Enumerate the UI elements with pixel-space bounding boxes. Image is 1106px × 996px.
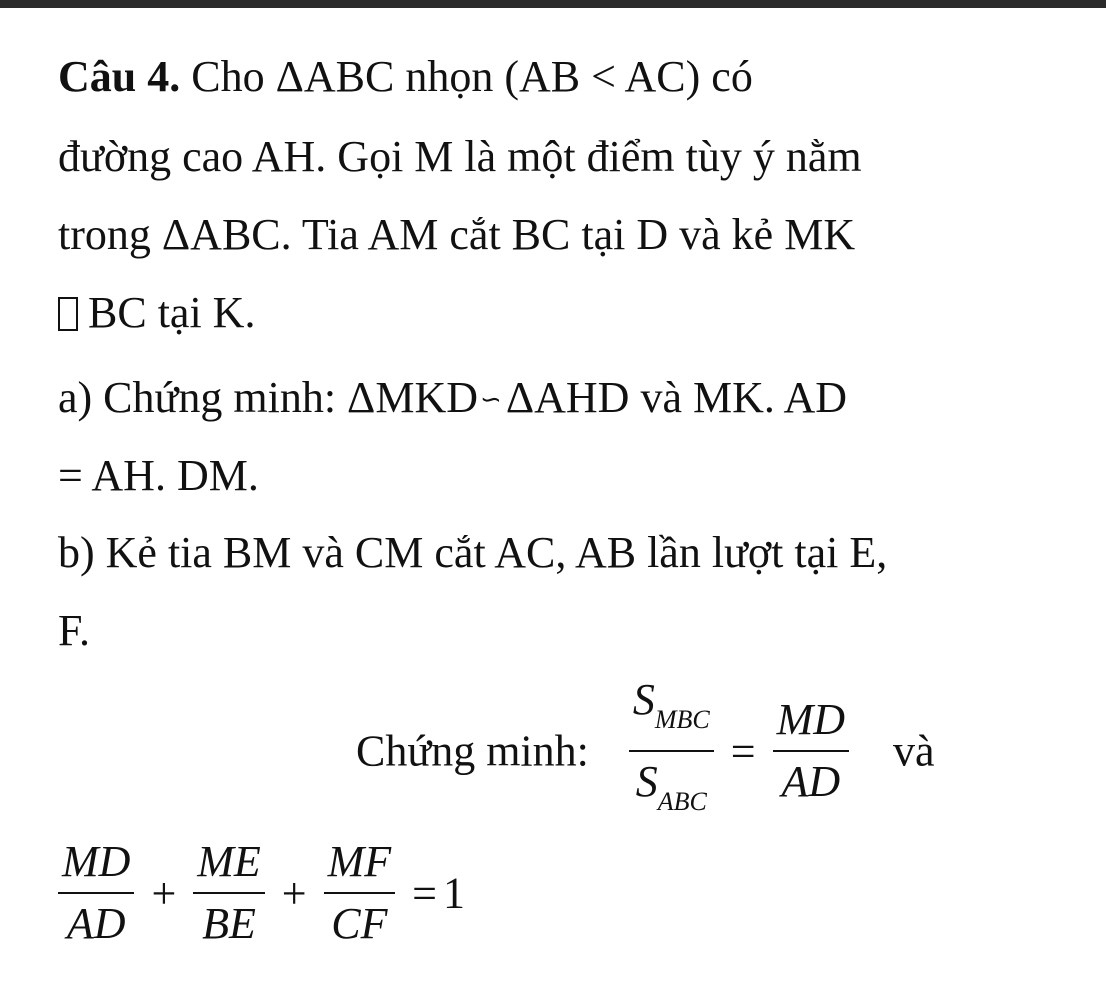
prove-formula-2	[58, 838, 465, 948]
md-ad-fraction-2	[58, 838, 134, 948]
fraction-bar	[324, 892, 396, 894]
frac5-den: CF	[331, 899, 388, 948]
frac1-den-sub: ABC	[657, 787, 707, 816]
frac2-num: MD	[776, 695, 846, 744]
line-1-text: Cho ΔABC nhọn (AB < AC) có	[180, 52, 753, 101]
fraction-bar	[773, 750, 849, 752]
mf-cf-fraction	[324, 838, 396, 948]
part-a-text-1: a) Chứng minh: ΔMKD	[58, 373, 479, 422]
problem-line-1	[58, 52, 753, 102]
missing-glyph-box	[58, 297, 78, 331]
equals-sign: =	[412, 868, 437, 918]
me-be-fraction	[193, 838, 265, 948]
md-ad-fraction	[773, 696, 849, 806]
frac2-den: AD	[781, 757, 841, 806]
prove-formula-1	[356, 676, 935, 826]
frac1-den-main: S	[635, 757, 658, 806]
part-b-line-1: b) Kẻ tia BM và CM cắt AC, AB lần lượt tại E,	[58, 528, 888, 577]
frac3-den: AD	[66, 899, 126, 948]
and-word: và	[893, 726, 935, 776]
prove-label: Chứng minh:	[356, 726, 589, 776]
part-a-line-2: = AH. DM.	[58, 451, 259, 500]
frac5-num: MF	[327, 837, 392, 886]
fraction-bar	[629, 750, 714, 752]
equals-sign: =	[730, 726, 756, 776]
part-a-line-1	[58, 373, 847, 425]
frac4-num: ME	[197, 837, 261, 886]
problem-line-4	[58, 288, 255, 338]
problem-line-2: đường cao AH. Gọi M là một điểm tùy ý nằm	[58, 132, 862, 181]
frac1-num-sub: MBC	[654, 705, 710, 734]
fraction-bar	[193, 892, 265, 894]
part-a-text-2: ΔAHD và MK. AD	[505, 373, 847, 422]
question-label: Câu 4.	[58, 52, 181, 101]
plus-sign: +	[281, 868, 307, 918]
right-hand-side: 1	[442, 868, 465, 918]
frac1-num-main: S	[632, 675, 655, 724]
plus-sign: +	[151, 868, 177, 918]
top-bar	[0, 0, 1106, 8]
area-ratio-fraction	[629, 676, 714, 826]
similar-symbol: ∽	[480, 385, 502, 415]
fraction-bar	[58, 892, 134, 894]
line-4-text: BC tại K.	[88, 288, 256, 337]
problem-line-3: trong ΔABC. Tia AM cắt BC tại D và kẻ MK	[58, 210, 856, 259]
frac3-num: MD	[62, 837, 131, 886]
part-b-line-2: F.	[58, 606, 90, 655]
frac4-den: BE	[202, 899, 256, 948]
